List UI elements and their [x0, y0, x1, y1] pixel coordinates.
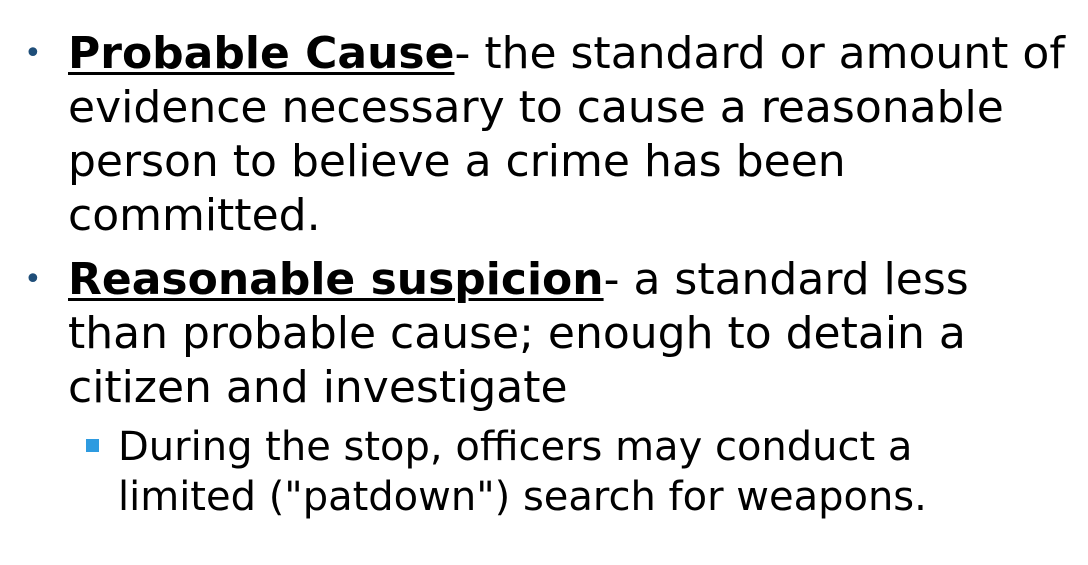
square-bullet-icon [86, 439, 99, 452]
definition-reasonable-suspicion: - a standard less than probable cause; enough to detain a citizen and investigate [68, 254, 969, 413]
sub-bullet-patdown [118, 422, 1038, 522]
bullet-dot-icon: • [24, 36, 42, 71]
term-reasonable-suspicion: Reasonable suspicion [68, 254, 604, 305]
term-probable-cause: Probable Cause [68, 28, 455, 79]
bullet-dot-icon: • [24, 262, 42, 297]
definition-probable-cause: - the standard or amount of evidence necessary to cause a reasonable person to believe a crime has been committed. [68, 28, 1065, 241]
sub-bullet-text: During the stop, officers may conduct a limited ("patdown") search for weapons. [118, 424, 927, 520]
bullet-reasonable-suspicion [24, 253, 1068, 415]
bullet-probable-cause [24, 27, 1068, 243]
